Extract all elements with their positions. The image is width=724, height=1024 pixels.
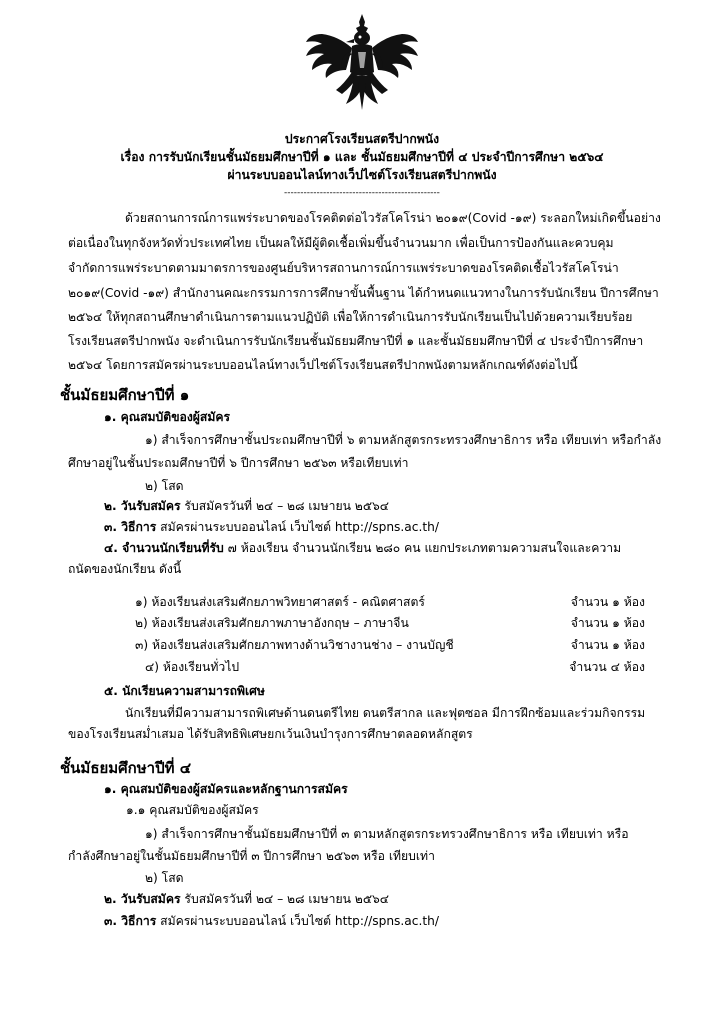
room-count: จำนวน ๑ ห้อง (570, 616, 645, 630)
m1-qualification-1-cont: ศึกษาอยู่ในชั้นประถมศึกษาปีที่ ๖ ปีการศึกษา ๒๕๖๓ หรือเทียบเท่า (68, 456, 409, 470)
m1-application-method (104, 519, 439, 535)
m1-count-cont: ถนัดของนักเรียน ดังนี้ (68, 562, 182, 576)
m1-special-text: นักเรียนที่มีความสามารถพิเศษด้านดนตรีไทย ดนตรีสากล และฟุตซอล มีการฝึกซ้อมและร่วมกิจกรรม (125, 706, 646, 720)
m1-special-text-cont: ของโรงเรียนสม่ำเสมอ ได้รับสิทธิพิเศษยกเว้นเงินบำรุงการศึกษาตลอดหลักสูตร (68, 727, 473, 741)
intro-line: ต่อเนื่องในทุกจังหวัดทั่วประเทศไทย เป็นผลให้มีผู้ติดเชื้อเพิ่มขึ้นจำนวนมาก เพื่อเป็นการป้องกันและควบคุม (68, 236, 614, 250)
m4-qualification-1: ๑) สำเร็จการศึกษาชั้นมัธยมศึกษาปีที่ ๓ ตามหลักสูตรกระทรวงศึกษาธิการ หรือ เทียบเท่า หรือ (145, 827, 629, 841)
m1-qualifications-title: ๑. คุณสมบัติของผู้สมัคร (104, 410, 231, 424)
room-name: ๒) ห้องเรียนส่งเสริมศักยภาพภาษาอังกฤษ – ภาษาจีน (135, 616, 409, 630)
garuda-emblem (302, 12, 422, 112)
announcement-subtitle: ผ่านระบบออนไลน์ทางเว็ปไซต์โรงเรียนสตรีปากพนัง (227, 168, 497, 182)
m4-qualifications-sub: ๑.๑ คุณสมบัติของผู้สมัคร (126, 803, 259, 817)
header-divider: ------------------------------------------------ (284, 188, 440, 198)
m1-count-text: ๗ ห้องเรียน จำนวนนักเรียน ๒๘๐ คน แยกประเภทตามความสนใจและความ (223, 541, 622, 555)
m4-method-label: ๓. วิธีการ (104, 914, 157, 928)
intro-line: ๒๕๖๔ โดยการสมัครผ่านระบบออนไลน์ทางเว็ปไซต์โรงเรียนสตรีปากพนังตามหลักเกณฑ์ดังต่อไปนี้ (68, 358, 578, 372)
intro-line: ๒๕๖๔ ให้ทุกสถานศึกษาดำเนินการตามแนวปฏิบัติ เพื่อให้การดำเนินการรับนักเรียนเป็นไปด้วยความเรียบร้อย (68, 310, 633, 324)
m4-date-label: ๒. วันรับสมัคร (104, 892, 181, 906)
m1-special-title: ๕. นักเรียนความสามารถพิเศษ (104, 684, 265, 698)
m4-date-text: รับสมัครวันที่ ๒๔ – ๒๘ เมษายน ๒๕๖๔ (180, 892, 390, 906)
room-count: จำนวน ๑ ห้อง (570, 595, 645, 609)
m4-heading: ชั้นมัธยมศึกษาปีที่ ๔ (60, 759, 192, 777)
room-name: ๓) ห้องเรียนส่งเสริมศักยภาพทางด้านวิชางานช่าง – งานบัญชี (135, 638, 454, 652)
m4-qualifications-title: ๑. คุณสมบัติของผู้สมัครและหลักฐานการสมัคร (104, 782, 348, 796)
m1-method-link[interactable]: สมัครผ่านระบบออนไลน์ เว็บไซต์ http://spns.ac.th/ (156, 520, 439, 534)
m1-date-label: ๒. วันรับสมัคร (104, 499, 181, 513)
m4-application-date (104, 891, 389, 907)
m1-student-count (104, 540, 621, 556)
m1-count-label: ๔. จำนวนนักเรียนที่รับ (104, 541, 224, 555)
m1-heading: ชั้นมัธยมศึกษาปีที่ ๑ (60, 386, 190, 404)
room-name: ๑) ห้องเรียนส่งเสริมศักยภาพวิทยาศาสตร์ - คณิตศาสตร์ (135, 595, 425, 609)
m4-application-method (104, 913, 439, 929)
m1-qualification-2: ๒) โสด (145, 479, 184, 493)
m1-qualification-1: ๑) สำเร็จการศึกษาชั้นประถมศึกษาปีที่ ๖ ตามหลักสูตรกระทรวงศึกษาธิการ หรือ เทียบเท่า หรือกำลัง (145, 433, 662, 447)
announcement-title: ประกาศโรงเรียนสตรีปากพนัง (284, 132, 440, 146)
intro-line: โรงเรียนสตรีปากพนัง จะดำเนินการรับนักเรียนชั้นมัธยมศึกษาปีที่ ๑ และชั้นมัธยมศึกษาปีที่ ๔ ประจำปีการศึกษา (68, 334, 644, 348)
m1-application-date (104, 498, 389, 514)
room-name: ๔) ห้องเรียนทั่วไป (145, 660, 240, 674)
m1-method-label: ๓. วิธีการ (104, 520, 157, 534)
m4-qualification-2: ๒) โสด (145, 871, 184, 885)
m1-date-text: รับสมัครวันที่ ๒๔ – ๒๘ เมษายน ๒๕๖๔ (180, 499, 390, 513)
announcement-subject: เรื่อง การรับนักเรียนชั้นมัธยมศึกษาปีที่ ๑ และ ชั้นมัธยมศึกษาปีที่ ๔ ประจำปีการศึกษา ๒๕๖๔ (120, 150, 604, 164)
intro-line: จำกัดการแพร่ระบาดตามมาตรการของศูนย์บริหารสถานการณ์การแพร่ระบาดของโรคติดเชื้อไวรัสโคโรน่า (68, 261, 619, 275)
room-count: จำนวน ๔ ห้อง (569, 660, 645, 674)
room-count: จำนวน ๑ ห้อง (570, 638, 645, 652)
m4-qualification-1-cont: กำลังศึกษาอยู่ในชั้นมัธยมศึกษาปีที่ ๓ ปีการศึกษา ๒๕๖๓ หรือ เทียบเท่า (68, 849, 435, 863)
m4-method-link[interactable]: สมัครผ่านระบบออนไลน์ เว็บไซต์ http://spns.ac.th/ (156, 914, 439, 928)
intro-line: ๒๐๑๙(Covid -๑๙) สำนักงานคณะกรรมการการศึกษาขั้นพื้นฐาน ได้กำหนดแนวทางในการรับนักเรียน ปีการศึกษา (68, 286, 659, 300)
intro-line: ด้วยสถานการณ์การแพร่ระบาดของโรคติดต่อไวรัสโคโรน่า ๒๐๑๙(Covid -๑๙) ระลอกใหม่เกิดขึ้นอย่าง (125, 211, 661, 225)
